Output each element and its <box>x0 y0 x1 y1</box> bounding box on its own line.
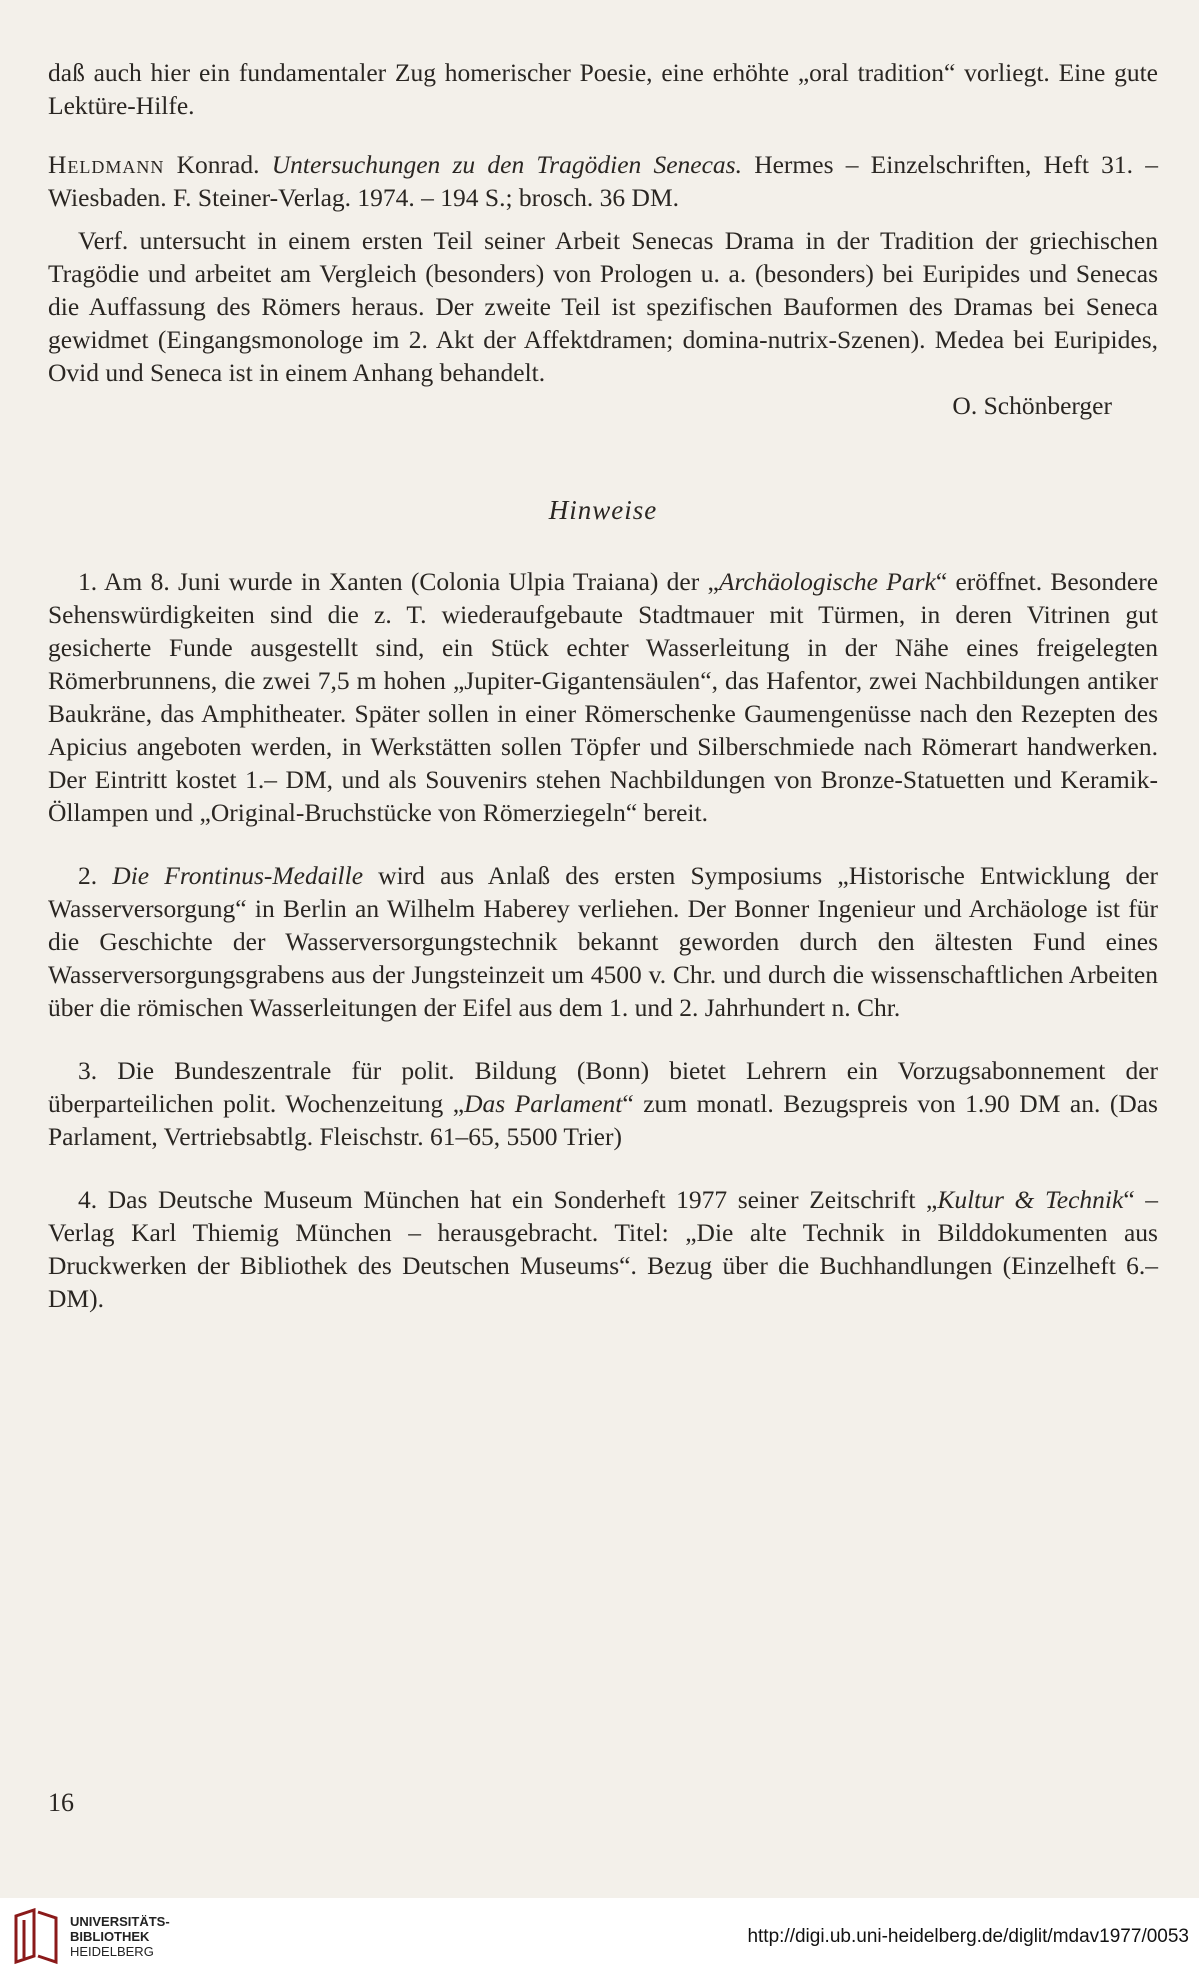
library-line-1: UNIVERSITÄTS- <box>70 1914 170 1929</box>
note-2-text-b: wird aus Anlaß des ersten Symposiums „Historische Entwicklung der Wasserversorgung“ in Berlin an Wilhelm Haberey verliehen. Der Bonner Ingenieur und Archäologe ist für die Geschichte der Wasserversorgungstechnik bekannt geworden durch den ältesten Fund eines Wasserversorgungsgrabens aus der Jungsteinzeit um 4500 v. Chr. und durch die wissenschaftlichen Arbeiten über die römischen Wasserleitungen der Eifel aus dem 1. und 2. Jahrhundert n. Chr. <box>48 861 1159 1022</box>
note-4-text-a: 4. Das Deutsche Museum München hat ein Sonderheft 1977 seiner Zeitschrift „ <box>78 1185 938 1214</box>
note-1-text-a: 1. Am 8. Juni wurde in Xanten (Colonia Ulpia Traiana) der „ <box>78 567 719 596</box>
intro-paragraph: daß auch hier ein fundamentaler Zug homerischer Poesie, eine erhöhte „oral tradition“ vorliegt. Eine gute Lektüre-Hilfe. <box>48 58 1158 120</box>
note-2-italic: Die Frontinus-Medaille <box>112 861 364 890</box>
note-4-text-b: “ – Verlag Karl Thiemig München – herausgebracht. Titel: „Die alte Technik in Bilddokumenten aus Druckwerken der Bibliothek des Deutschen Museums“. Bezug über die Buchhandlungen (Einzelheft 6.– DM). <box>48 1185 1158 1313</box>
viewer-footer <box>0 1898 1199 1978</box>
review-citation <box>48 148 1158 214</box>
page-content <box>48 56 1158 1315</box>
review-body: Verf. untersucht in einem ersten Teil seiner Arbeit Senecas Drama in der Tradition der griechischen Tragödie und arbeitet am Vergleich (besonders) von Prologen u. a. (besonders) bei Euripides und Senecas die Auffassung des Römers heraus. Der zweite Teil ist spezifischen Bauformen des Dramas bei Seneca gewidmet (Eingangsmonologe im 2. Akt der Affektdramen; domina-nutrix-Szenen). Medea bei Euripides, Ovid und Seneca ist in einem Anhang behandelt. <box>48 226 1158 387</box>
library-name <box>70 1914 170 1959</box>
review-author: Heldmann <box>48 150 165 179</box>
library-line-2: BIBLIOTHEK <box>70 1929 150 1944</box>
reviewer-signature: O. Schönberger <box>952 391 1112 420</box>
note-4 <box>48 1183 1158 1315</box>
university-library-logo-icon <box>12 1908 60 1966</box>
note-1-italic: Archäologische Park <box>718 567 936 596</box>
note-3-italic: Das Parlament <box>464 1089 623 1118</box>
note-3-text-b: “ zum monatl. Bezugspreis von 1.90 DM an. (Das Parlament, Vertriebsabtlg. Fleischstr. 61–65, 5500 Trier) <box>48 1089 1158 1151</box>
note-4-italic: Kultur & Technik <box>937 1185 1124 1214</box>
note-2 <box>48 859 1158 1024</box>
note-3 <box>48 1054 1158 1153</box>
page-number: 16 <box>48 1788 74 1817</box>
source-url[interactable]: http://digi.ub.uni-heidelberg.de/diglit/mdav1977/0053 <box>747 1926 1189 1947</box>
review-publication: Hermes – Einzelschriften, Heft 31. – Wiesbaden. F. Steiner-Verlag. 1974. – 194 S.; brosch. 36 DM. <box>48 150 1158 212</box>
review-firstname: Konrad. <box>164 150 272 179</box>
review-title: Untersuchungen zu den Tragödien Senecas. <box>271 150 742 179</box>
section-heading: Hinweise <box>548 495 658 525</box>
note-1 <box>48 565 1158 829</box>
note-2-text-a: 2. <box>78 861 113 890</box>
library-line-3: HEIDELBERG <box>70 1944 154 1959</box>
note-3-text-a: 3. Die Bundeszentrale für polit. Bildung (Bonn) bietet Lehrern ein Vorzugsabonnement der überparteilichen polit. Wochenzeitung „ <box>48 1056 1158 1118</box>
note-1-text-b: “ eröffnet. Besondere Sehenswürdigkeiten sind die z. T. wiederaufgebaute Stadtmauer mit Türmen, in deren Vitrinen gut gesicherte Funde ausgestellt sind, ein Stück echter Wasserleitung in der Nähe eines freigelegten Römerbrunnens, die zwei 7,5 m hohen „Jupiter-Gigantensäulen“, das Hafentor, zwei Nachbildungen antiker Baukräne, das Amphitheater. Später sollen in einer Römerschenke Gaumengenüsse nach den Rezepten des Apicius angeboten werden, in Werkstätten sollen Töpfer und Silberschmiede nach Römerart handwerken. Der Eintritt kostet 1.– DM, und als Souvenirs stehen Nachbildungen von Bronze-Statuetten und Keramik-Öllampen und „Original-Bruchstücke von Römerziegeln“ bereit. <box>48 567 1159 827</box>
